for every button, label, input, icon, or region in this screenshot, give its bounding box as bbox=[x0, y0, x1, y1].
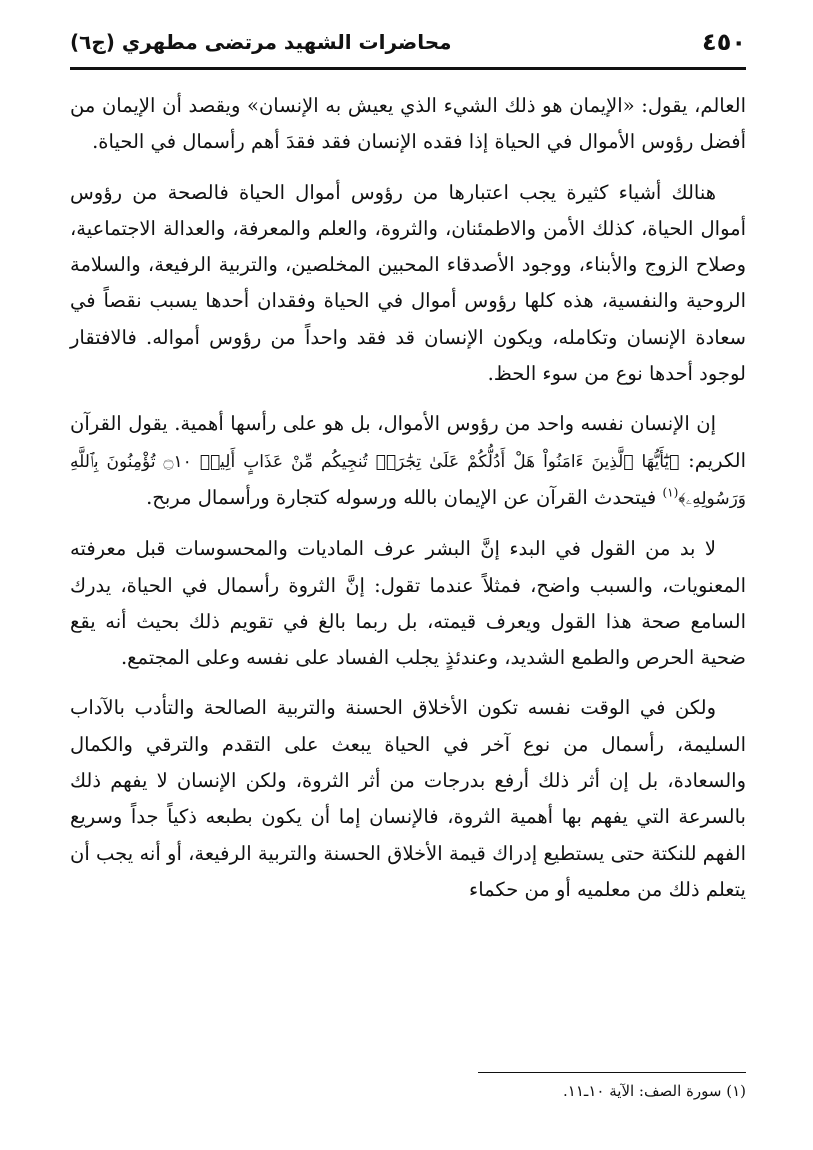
paragraph-2: هنالك أشياء كثيرة يجب اعتبارها من رؤوس أموال الحياة فالصحة من رؤوس أموال الحياة، كذلك الأمن والاطمئنان، والثروة، والعلم والمعرفة، والعدالة الاجتماعية، وصلاح الزوج والأبناء، ووجود الأصدقاء المحبين المخلصين، والتربية الرفيعة، والسلامة الروحية والنفسية، هذه كلها رؤوس أموال في الحياة وفقدان أحدها يسبب نقصاً في سعادة الإنسان وتكامله، ويكون الإنسان قد فقد واحداً من رؤوس أمواله. فالافتقار لوجود أحدها نوع من سوء الحظ. bbox=[70, 180, 746, 386]
paragraph-3-rest: فيتحدث القرآن عن الإيمان بالله ورسوله كتجارة ورأسمال مربح. bbox=[146, 485, 663, 509]
page-number: ٤٥٠ bbox=[702, 28, 746, 56]
paragraph-3 bbox=[70, 406, 746, 517]
footnote-reference: (١) bbox=[662, 485, 679, 500]
running-title: محاضرات الشهيد مرتضى مطهري (ج٦) bbox=[70, 30, 452, 54]
paragraph-1: العالم، يقول: «الإيمان هو ذلك الشيء الذي يعيش به الإنسان» ويقصد أن الإيمان من أفضل رؤوس الأموال في الحياة إذا فقده الإنسان فقد فقدَ أهم رأسمال في الحياة. bbox=[70, 94, 746, 154]
body-text bbox=[70, 88, 746, 922]
header-rule bbox=[70, 67, 746, 70]
quran-verse: ﴿يَٰٓأَيُّهَا ٱلَّذِينَ ءَامَنُواْ هَلْ أَدُلُّكُمْ عَلَىٰ تِجَٰرَةٖ تُنجِيكُم مِّنْ عَذَابٍ أَلِيمٖ ۝١٠ تُؤْمِنُونَ بِٱللَّهِ وَرَسُولِهِۦ﴾ bbox=[70, 451, 746, 509]
paragraph-4: لا بد من القول في البدء إنَّ البشر عرف الماديات والمحسوسات قبل معرفته المعنويات، والسبب واضح، فمثلاً عندما تقول: إنَّ الثروة رأسمال في الحياة، يدرك السامع صحة هذا القول ويعرف قيمته، بل ربما بالغ في تقويم ذلك بحيث أنه يقع ضحية الحرص والطمع الشديد، وعندئذٍ يجلب الفساد على نفسه وعلى المجتمع. bbox=[70, 537, 746, 670]
paragraph-5: ولكن في الوقت نفسه تكون الأخلاق الحسنة والتربية الصالحة والتأدب بالآداب السليمة، رأسمال من نوع آخر في الحياة يبعث على التقدم والترقي والكمال والسعادة، بل إن أثر ذلك أرفع بدرجات من أثر الثروة، ولكن الإنسان لا يفهم ذلك بالسرعة التي يفهم بها أهمية الثروة، فالإنسان إما أن يكون بطبعه ذكياً جداً وسريع الفهم للنكتة حتى يستطيع إدراك قيمة الأخلاق الحسنة والتربية الرفيعة، أو أنه يجب أن يتعلم ذلك من معلميه أو من حكماء bbox=[70, 696, 746, 901]
page-header bbox=[70, 22, 746, 64]
footnote-rule bbox=[478, 1072, 746, 1073]
paragraph-3-intro: إن الإنسان نفسه واحد من رؤوس الأموال، بل هو على رأسها أهمية. يقول القرآن الكريم: bbox=[70, 412, 747, 472]
footnote: (١) سورة الصف: الآية ١٠ـ١١. bbox=[563, 1082, 746, 1100]
